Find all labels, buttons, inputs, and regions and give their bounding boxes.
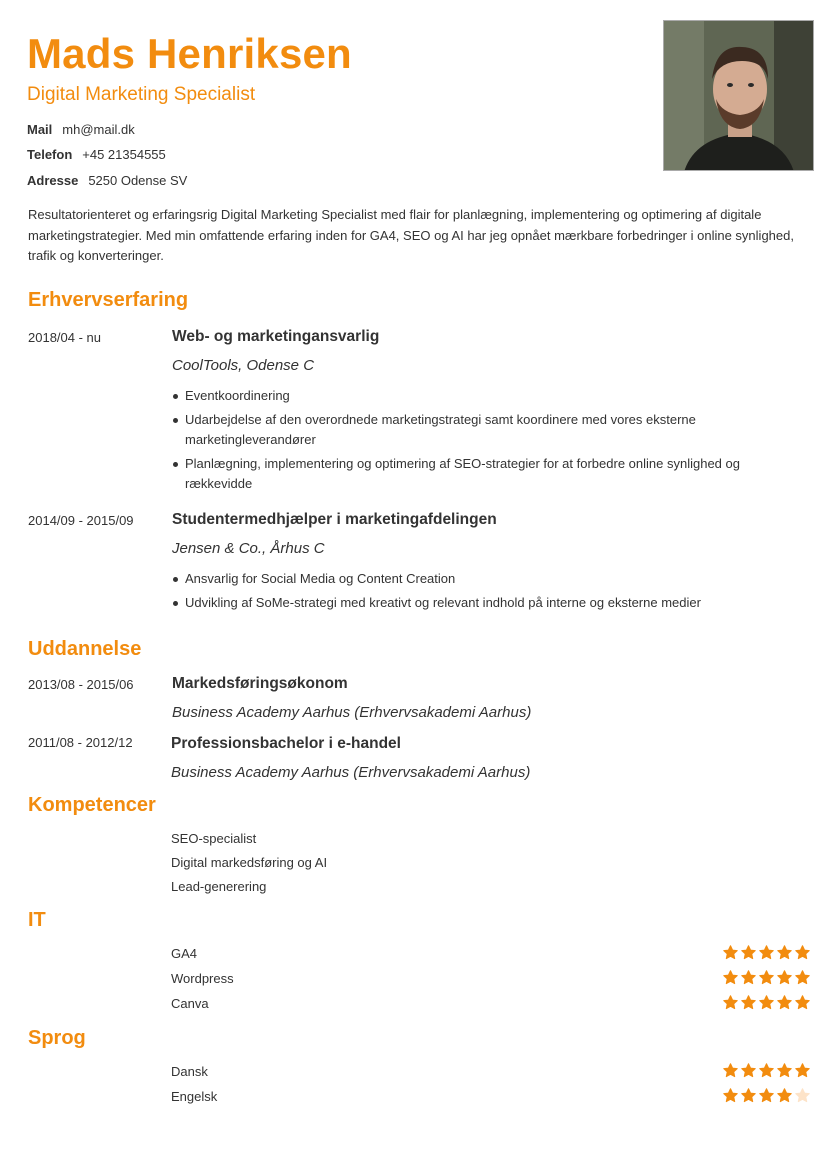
language-rating [722,1087,811,1104]
star-icon [794,994,811,1011]
list-item: Udarbejdelse af den overordnede marketingstrategi samt koordinere med vores eksterne marketingleverandører [172,410,772,450]
list-item: Eventkoordinering [172,386,772,406]
section-heading-experience: Erhvervserfaring [28,289,189,311]
star-icon [740,944,757,961]
competency-item: Lead-generering [171,879,267,894]
job-headline: Digital Marketing Specialist [27,84,256,105]
star-icon [794,1087,811,1104]
star-icon [758,944,775,961]
star-icon [776,1062,793,1079]
star-icon [722,944,739,961]
list-item: Ansvarlig for Social Media og Content Creation [172,569,772,589]
star-icon [722,994,739,1011]
person-name: Mads Henriksen [27,30,352,77]
list-item: Udvikling af SoMe-strategi med kreativt og relevant indhold på interne og eksterne medier [172,593,772,613]
profile-summary: Resultatorienteret og erfaringsrig Digital Marketing Specialist med flair for planlægning, implementering og optimering af digitale marketingstrategier. Med min omfattende erfaring inden for GA4, SEO og AI har jeg opnået mærkbare forbedringer i online synlighed, trafik og konverteringer. [28,207,794,263]
contact-label: Mail [27,122,53,137]
star-icon [776,944,793,961]
experience-title: Web- og marketingansvarlig [172,328,380,345]
experience-title: Studentermedhjælper i marketingafdelingen [172,511,497,528]
education-degree: Markedsføringsøkonom [172,675,348,692]
skill-rating [722,994,811,1011]
it-skill-name: GA4 [171,946,198,961]
section-heading-competencies: Kompetencer [28,794,156,816]
experience-employer: Jensen & Co., Århus C [172,540,325,557]
contact-label: Telefon [27,147,73,162]
star-icon [740,1062,757,1079]
experience-bullets [172,386,772,498]
education-degree: Professionsbachelor i e-handel [171,735,401,752]
star-icon [758,1087,775,1104]
contact-address [27,173,187,188]
education-date: 2013/08 - 2015/06 [28,677,134,692]
star-icon [758,994,775,1011]
star-icon [740,1087,757,1104]
contact-value: 5250 Odense SV [88,173,188,188]
profile-photo [663,20,814,171]
language-name: Engelsk [171,1089,218,1104]
education-school: Business Academy Aarhus (Erhvervsakademi Aarhus) [172,704,532,721]
contact-mail [27,122,135,137]
star-icon [794,1062,811,1079]
experience-date: 2018/04 - nu [28,330,102,345]
star-icon [776,969,793,986]
competency-item: Digital markedsføring og AI [171,855,328,870]
star-icon [776,1087,793,1104]
section-heading-education: Uddannelse [28,638,142,660]
language-name: Dansk [171,1064,208,1079]
star-icon [794,969,811,986]
it-skill-name: Canva [171,996,209,1011]
education-date: 2011/08 - 2012/12 [28,735,133,750]
star-icon [740,969,757,986]
contact-value: +45 21354555 [82,147,166,162]
section-heading-it: IT [28,909,46,931]
experience-bullets [172,569,772,617]
contact-phone [27,147,166,162]
contact-label: Adresse [27,173,79,188]
it-skill-name: Wordpress [171,971,234,986]
star-icon [722,969,739,986]
star-icon [722,1087,739,1104]
education-school: Business Academy Aarhus (Erhvervsakademi Aarhus) [171,764,531,781]
contact-value: mh@mail.dk [62,122,135,137]
star-icon [794,944,811,961]
star-icon [722,1062,739,1079]
skill-rating [722,969,811,986]
star-icon [740,994,757,1011]
star-icon [758,1062,775,1079]
portrait-image [664,21,814,171]
list-item: Planlægning, implementering og optimering af SEO-strategier for at forbedre online synlighed og rækkevidde [172,454,772,494]
experience-date: 2014/09 - 2015/09 [28,513,134,528]
experience-employer: CoolTools, Odense C [172,357,315,374]
language-rating [722,1062,811,1079]
skill-rating [722,944,811,961]
star-icon [758,969,775,986]
competency-item: SEO-specialist [171,831,257,846]
section-heading-languages: Sprog [28,1027,86,1049]
star-icon [776,994,793,1011]
